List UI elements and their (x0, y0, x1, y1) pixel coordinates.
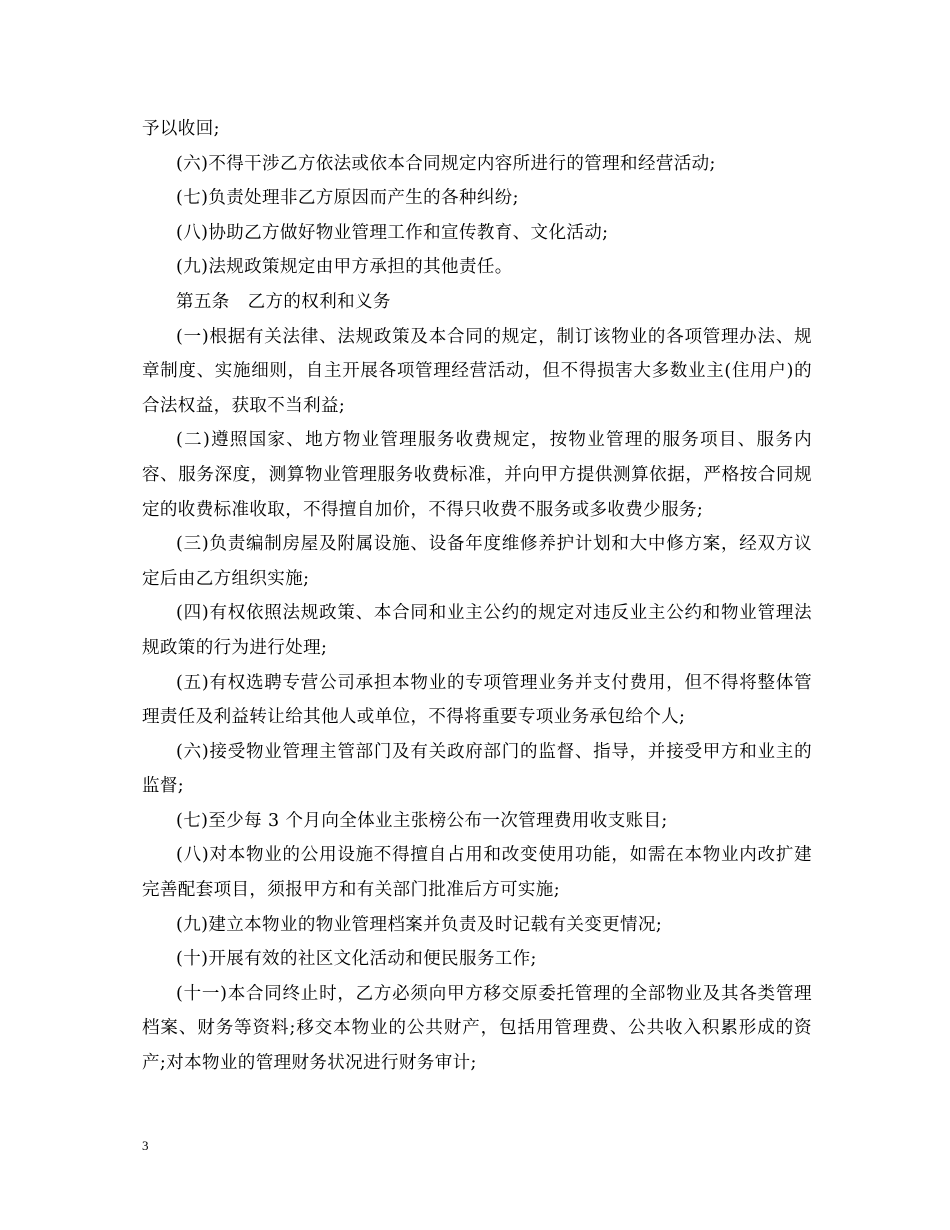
paragraph: 予以收回; (142, 119, 220, 139)
paragraph: (六)接受物业管理主管部门及有关政府部门的监督、指导，并接受甲方和业主的监督; (142, 741, 812, 797)
paragraph: (七)负责处理非乙方原因而产生的各种纠纷; (176, 188, 519, 209)
paragraph: (七)至少每 3 个月向全体业主张榜公布一次管理费用收支账目; (176, 810, 668, 831)
section-heading: 第五条 乙方的权利和义务 (176, 291, 391, 312)
paragraph: (四)有权依照法规政策、本合同和业主公约的规定对违反业主公约和物业管理法规政策的行为进行处理; (142, 603, 812, 658)
paragraph: (八)协助乙方做好物业管理工作和宣传教育、文化活动; (176, 222, 609, 243)
paragraph: (六)不得干涉乙方依法或依本合同规定内容所进行的管理和经营活动; (176, 153, 716, 174)
paragraph: (十一)本合同终止时，乙方必须向甲方移交原委托管理的全部物业及其各类管理档案、财务等资料;移交本物业的公共财产，包括用管理费、公共收入积累形成的资产;对本物业的管理财务状况进行财务审计; (142, 983, 812, 1074)
paragraph: (一)根据有关法律、法规政策及本合同的规定，制订该物业的各项管理办法、规章制度、实施细则，自主开展各项管理经营活动，但不得损害大多数业主(住用户)的合法权益，获取不当利益; (142, 326, 812, 416)
paragraph: (五)有权选聘专营公司承担本物业的专项管理业务并支付费用，但不得将整体管理责任及利益转让给其他人或单位，不得将重要专项业务承包给个人; (142, 672, 812, 728)
document-body (142, 112, 812, 1081)
paragraph: (三)负责编制房屋及附属设施、设备年度维修养护计划和大中修方案，经双方议定后由乙方组织实施; (142, 534, 812, 589)
paragraph: (九)建立本物业的物业管理档案并负责及时记载有关变更情况; (176, 914, 663, 935)
paragraph: (二)遵照国家、地方物业管理服务收费规定，按物业管理的服务项目、服务内容、服务深度，测算物业管理服务收费标准，并向甲方提供测算依据，严格按合同规定的收费标准收取，不得擅自加价，不得只收费不服务或多收费少服务; (142, 430, 812, 520)
paragraph: (九)法规政策规定由甲方承担的其他责任。 (176, 257, 513, 278)
paragraph: (八)对本物业的公用设施不得擅自占用和改变使用功能，如需在本物业内改扩建完善配套项目，须报甲方和有关部门批准后方可实施; (142, 845, 812, 901)
paragraph: (十)开展有效的社区文化活动和便民服务工作; (176, 949, 537, 970)
page-number: 3 (142, 1138, 149, 1153)
